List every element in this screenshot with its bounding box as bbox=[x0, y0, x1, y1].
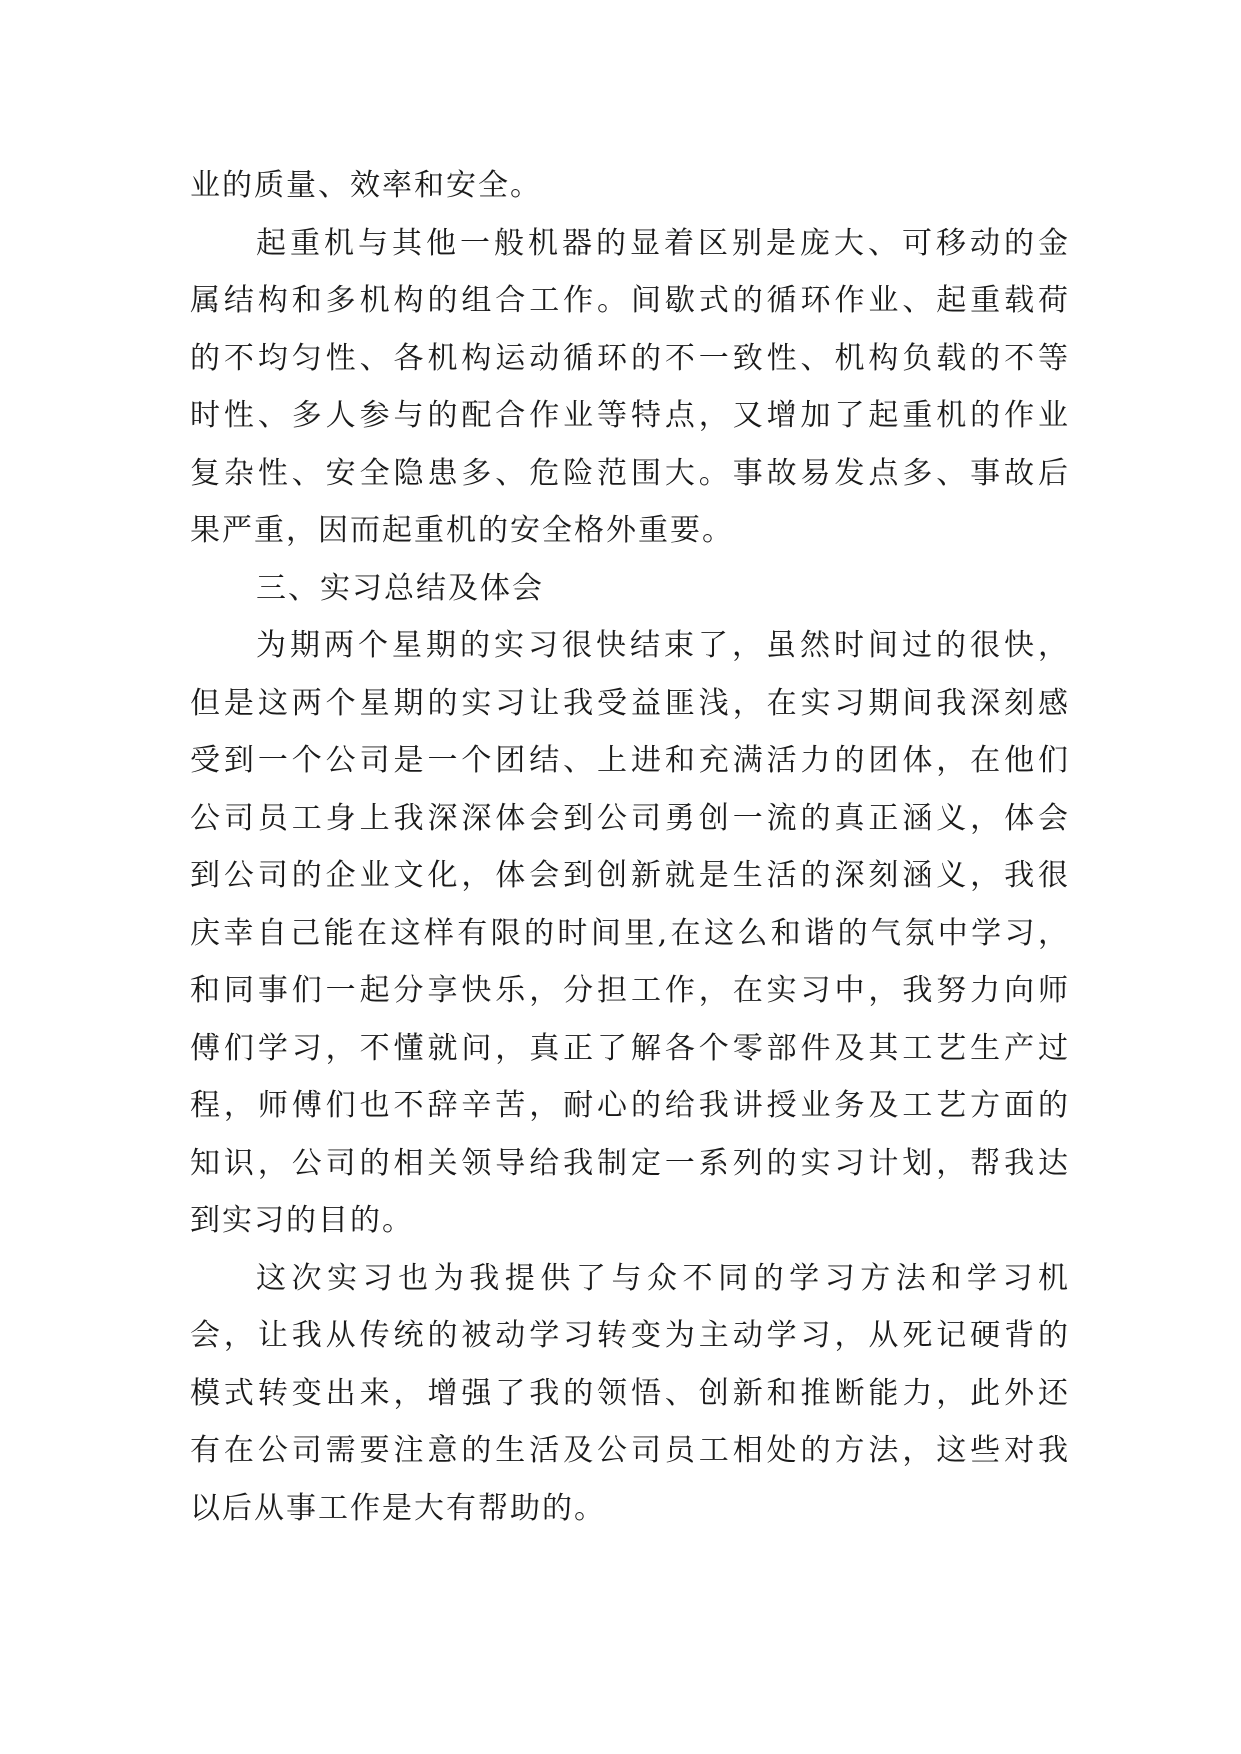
text-line: 果严重，因而起重机的安全格外重要。 bbox=[190, 513, 734, 548]
text-line: 傅们学习，不懂就问，真正了解各个零部件及其工艺生产过 bbox=[190, 1030, 1070, 1066]
text-line: 以后从事工作是大有帮助的。 bbox=[190, 1490, 606, 1526]
text-line: 受到一个公司是一个团结、上进和充满活力的团体，在他们 bbox=[190, 743, 1070, 778]
text-line: 起重机与其他一般机器的显着区别是庞大、可移动的金 bbox=[256, 225, 1070, 261]
text-line: 的不均匀性、各机构运动循环的不一致性、机构负载的不等 bbox=[190, 340, 1070, 376]
text-line: 这次实习也为我提供了与众不同的学习方法和学习机 bbox=[256, 1260, 1070, 1296]
text-line: 到实习的目的。 bbox=[190, 1203, 414, 1238]
text-line: 为期两个星期的实习很快结束了，虽然时间过的很快， bbox=[256, 628, 1070, 663]
text-line: 复杂性、安全隐患多、危险范围大。事故易发点多、事故后 bbox=[190, 455, 1070, 491]
text-line: 业的质量、效率和安全。 bbox=[190, 168, 542, 203]
document-body bbox=[190, 157, 1070, 1537]
text-line: 程，师傅们也不辞辛苦，耐心的给我讲授业务及工艺方面的 bbox=[190, 1088, 1070, 1123]
text-line: 知识，公司的相关领导给我制定一系列的实习计划，帮我达 bbox=[190, 1145, 1070, 1181]
text-line: 属结构和多机构的组合工作。间歇式的循环作业、起重载荷 bbox=[190, 283, 1070, 318]
text-line: 但是这两个星期的实习让我受益匪浅，在实习期间我深刻感 bbox=[190, 685, 1070, 721]
text-line: 到公司的企业文化，体会到创新就是生活的深刻涵义，我很 bbox=[190, 858, 1070, 893]
text-line: 时性、多人参与的配合作业等特点，又增加了起重机的作业 bbox=[190, 398, 1070, 433]
text-line: 有在公司需要注意的生活及公司员工相处的方法，这些对我 bbox=[190, 1433, 1070, 1468]
text-line: 模式转变出来，增强了我的领悟、创新和推断能力，此外还 bbox=[190, 1375, 1070, 1411]
section-heading: 三、实习总结及体会 bbox=[256, 570, 544, 606]
text-line: 会，让我从传统的被动学习转变为主动学习，从死记硬背的 bbox=[190, 1318, 1070, 1353]
text-line: 和同事们一起分享快乐，分担工作，在实习中，我努力向师 bbox=[190, 973, 1070, 1008]
text-line: 公司员工身上我深深体会到公司勇创一流的真正涵义，体会 bbox=[190, 800, 1070, 836]
text-line: 庆幸自己能在这样有限的时间里,在这么和谐的气氛中学习， bbox=[190, 915, 1070, 951]
